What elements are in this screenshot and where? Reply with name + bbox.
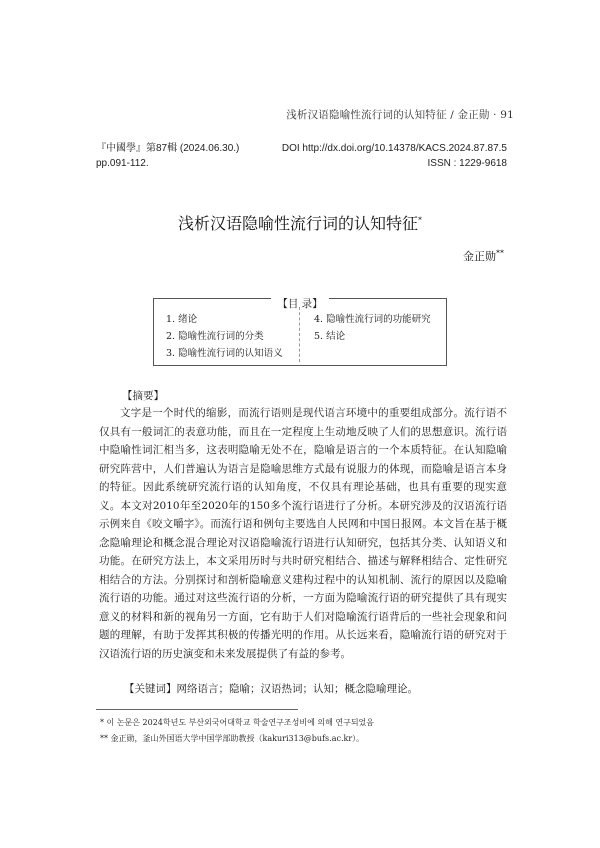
- toc-item: 1. 绪论: [166, 314, 198, 325]
- abstract-label: 【摘要】: [122, 390, 164, 402]
- running-head: 浅析汉语隐喻性流行词的认知特征 / 金正勋 · 91: [286, 109, 514, 121]
- footnote-author: ** 金正勋，釜山外国语大学中国学部助教授（kakuri313@bufs.ac.kr）。: [100, 734, 365, 743]
- journal-info: 『中國學』第87輯 (2024.06.30.): [96, 143, 240, 154]
- title-footnote-mark: *: [418, 215, 422, 225]
- toc-heading: 【目 录】: [271, 298, 328, 310]
- toc-right-column: [314, 311, 431, 345]
- toc-left-column: [166, 311, 283, 362]
- author-footnote-mark: **: [496, 248, 504, 258]
- toc-item: 2. 隐喻性流行词的分类: [166, 331, 264, 342]
- footnote-divider: [96, 709, 298, 710]
- paper-title: [0, 211, 600, 234]
- author-name: 金正勋: [463, 250, 496, 263]
- author: [463, 248, 504, 264]
- publication-meta: [96, 141, 507, 171]
- footnotes: [100, 715, 374, 747]
- toc-item: 5. 结论: [314, 331, 346, 342]
- keywords: 【关键词】网络语言；隐喻；汉语热词；认知；概念隐喻理论。: [124, 683, 418, 695]
- abstract-body: 文字是一个时代的缩影，而流行语则是现代语言环境中的重要组成部分。流行语不仅具有一般词汇的表意功能，而且在一定程度上生动地反映了人们的思想意识。流行语中隐喻性词汇相当多，这表明隐喻无处不在，隐喻是语言的一个本质特征。在认知隐喻研究阵营中，人们普遍认为语言是隐喻思维方式最有说服力的体现，而隐喻是语言本身的特征。因此系统研究流行语的认知角度，不仅具有理论基础，也具有重要的现实意义。本文对2010年至2020年的150多个流行语进行了分析。本研究涉及的汉语流行语示例来自《咬文嚼字》。而流行语和例句主要选自人民网和中国日报网。本文旨在基于概念隐喻理论和概念混合理论对汉语隐喻流行语进行认知研究，包括其分类、认知语义和功能。在研究方法上，本文采用历时与共时研究相结合、描述与解释相结合、定性研究相结合的方法。分别探讨和剖析隐喻意义建构过程中的认知机制、流行的原因以及隐喻流行语的功能。通过对这些流行语的分析，一方面为隐喻流行语的研究提供了具有现实意义的材料和新的视角另一方面，它有助于人们对隐喻流行语背后的一些社会现象和问题的理解，有助于发挥其积极的传播光明的作用。从长远来看，隐喻流行语的研究对于汉语流行语的历史演变和未来发展提供了有益的参考。: [99, 407, 507, 660]
- toc-item: 4. 隐喻性流行词的功能研究: [314, 314, 431, 325]
- page-range: pp.091-112.: [96, 158, 149, 169]
- toc-item: 3. 隐喻性流行词的认知语义: [166, 348, 283, 359]
- footnote-funding: * 이 논문은 2024학년도 부산외국어대학교 학술연구조성비에 의해 연구되었음: [100, 718, 374, 727]
- doi-link[interactable]: DOI http://dx.doi.org/10.14378/KACS.2024.87.87.5: [281, 143, 507, 154]
- paper-title-text: 浅析汉语隐喻性流行词的认知特征: [177, 214, 418, 233]
- toc-divider: [299, 307, 300, 362]
- table-of-contents: [153, 298, 447, 366]
- issn: ISSN : 1229-9618: [427, 158, 507, 169]
